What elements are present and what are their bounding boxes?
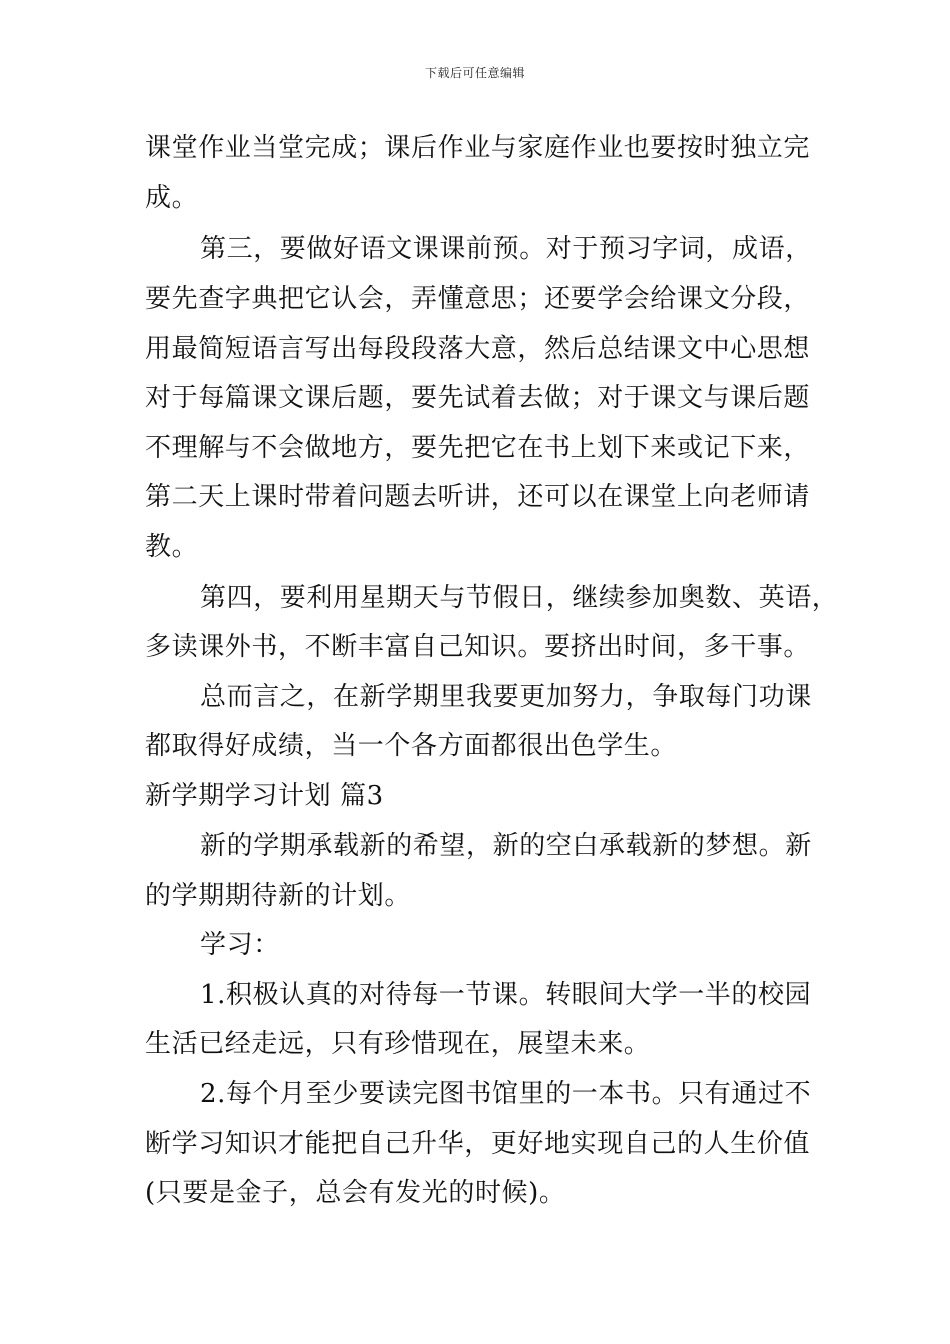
text-line: 都取得好成绩，当一个各方面都很出色学生。 [145,731,678,761]
text-line: 断学习知识才能把自己升华，更好地实现自己的人生价值 [145,1129,811,1159]
text-line: 第二天上课时带着问题去听讲，还可以在课堂上向老师请 [145,482,811,512]
text-line: 成。 [145,183,199,213]
section-heading: 新学期学习计划 篇3 [145,781,384,811]
text-line: 用最简短语言写出每段段落大意，然后总结课文中心思想 [145,334,811,364]
text-line: 的学期期待新的计划。 [145,881,412,911]
text-line: 教。 [145,532,199,562]
text-line: 新的学期承载新的希望，新的空白承载新的梦想。新 [200,831,812,861]
text-line: 学习： [200,930,280,960]
page-header: 下载后可任意编辑 [424,66,525,80]
text-line: 1.积极认真的对待每一节课。转眼间大学一半的校园 [200,980,812,1010]
text-line: 要先查字典把它认会，弄懂意思；还要学会给课文分段， [145,284,811,314]
text-line: 2.每个月至少要读完图书馆里的一本书。只有通过不 [200,1079,812,1109]
text-line: 第三，要做好语文课课前预。对于预习字词，成语， [200,234,812,264]
text-line: 课堂作业当堂完成；课后作业与家庭作业也要按时独立完 [145,133,811,163]
text-line: (只要是金子，总会有发光的时候)。 [145,1178,566,1208]
text-line: 总而言之，在新学期里我要更加努力，争取每门功课 [200,682,812,712]
text-line: 生活已经走远，只有珍惜现在，展望未来。 [145,1029,651,1059]
text-line: 对于每篇课文课后题，要先试着去做；对于课文与课后题 [145,383,811,413]
text-line: 第四，要利用星期天与节假日，继续参加奥数、英语， [200,583,839,613]
text-line: 多读课外书，不断丰富自己知识。要挤出时间，多干事。 [145,632,811,662]
text-line: 不理解与不会做地方，要先把它在书上划下来或记下来， [145,433,811,463]
